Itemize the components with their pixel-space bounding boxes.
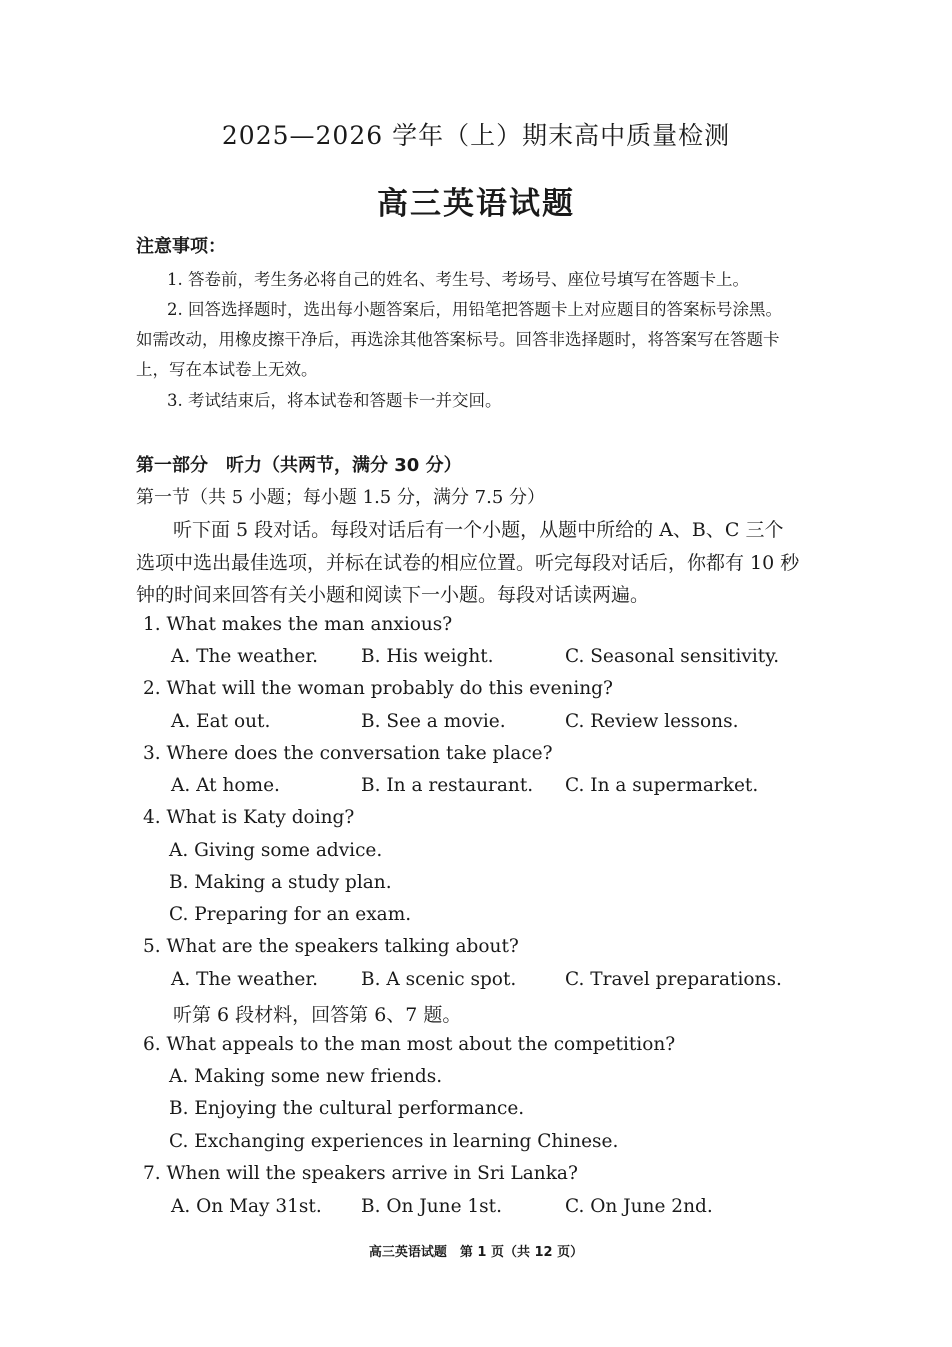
notice-heading: 注意事项： bbox=[136, 236, 226, 257]
option-a: A. Giving some advice. bbox=[169, 840, 383, 861]
part-heading: 第一部分 听力（共两节，满分 30 分） bbox=[136, 455, 462, 476]
question-stem: 3. Where does the conversation take place? bbox=[143, 743, 553, 764]
notice-line: 上，写在本试卷上无效。 bbox=[136, 360, 318, 379]
option-c: C. Preparing for an exam. bbox=[169, 904, 412, 925]
page-footer: 高三英语试题 第 1 页（共 12 页） bbox=[368, 1245, 584, 1260]
option-c: C. In a supermarket. bbox=[565, 775, 759, 796]
option-b: B. Making a study plan. bbox=[169, 872, 392, 893]
exam-title: 2025—2026 学年（上）期末高中质量检测 bbox=[221, 121, 731, 150]
instruction-line: 钟的时间来回答有关小题和阅读下一小题。每段对话读两遍。 bbox=[136, 584, 650, 606]
instruction-line: 听下面 5 段对话。每段对话后有一个小题，从题中所给的 A、B、C 三个 bbox=[173, 519, 784, 541]
option-a: A. At home. bbox=[171, 775, 280, 796]
notice-line: 2. 回答选择题时，选出每小题答案后，用铅笔把答题卡上对应题目的答案标号涂黑。 bbox=[167, 300, 782, 319]
notice-line: 3. 考试结束后，将本试卷和答题卡一并交回。 bbox=[167, 391, 502, 410]
question-stem: 6. What appeals to the man most about the competition? bbox=[143, 1034, 676, 1055]
notice-line: 1. 答卷前，考生务必将自己的姓名、考生号、考场号、座位号填写在答题卡上。 bbox=[167, 270, 749, 289]
option-c: C. Review lessons. bbox=[565, 711, 739, 732]
option-c: C. Seasonal sensitivity. bbox=[565, 646, 780, 667]
option-a: A. The weather. bbox=[171, 969, 319, 990]
question-stem: 7. When will the speakers arrive in Sri Lanka? bbox=[143, 1163, 578, 1184]
option-a: A. The weather. bbox=[171, 646, 319, 667]
question-stem: 5. What are the speakers talking about? bbox=[143, 936, 519, 957]
option-a: A. On May 31st. bbox=[171, 1196, 322, 1217]
question-stem: 2. What will the woman probably do this evening? bbox=[143, 678, 613, 699]
option-c: C. Exchanging experiences in learning Chinese. bbox=[169, 1131, 619, 1152]
option-a: A. Eat out. bbox=[171, 711, 271, 732]
option-c: C. Travel preparations. bbox=[565, 969, 782, 990]
option-c: C. On June 2nd. bbox=[565, 1196, 713, 1217]
instruction-line: 选项中选出最佳选项，并标在试卷的相应位置。听完每段对话后，你都有 10 秒 bbox=[136, 552, 800, 574]
material-note: 听第 6 段材料，回答第 6、7 题。 bbox=[173, 1004, 462, 1026]
option-b: B. Enjoying the cultural performance. bbox=[169, 1098, 525, 1119]
option-b: B. On June 1st. bbox=[361, 1196, 502, 1217]
option-b: B. His weight. bbox=[361, 646, 494, 667]
subject-title: 高三英语试题 bbox=[377, 186, 575, 222]
option-a: A. Making some new friends. bbox=[169, 1066, 443, 1087]
option-b: B. In a restaurant. bbox=[361, 775, 534, 796]
notice-line: 如需改动，用橡皮擦干净后，再选涂其他答案标号。回答非选择题时，将答案写在答题卡 bbox=[136, 330, 780, 349]
option-b: B. See a movie. bbox=[361, 711, 506, 732]
question-stem: 1. What makes the man anxious? bbox=[143, 614, 453, 635]
question-stem: 4. What is Katy doing? bbox=[143, 807, 355, 828]
option-b: B. A scenic spot. bbox=[361, 969, 517, 990]
section-heading: 第一节（共 5 小题；每小题 1.5 分，满分 7.5 分） bbox=[136, 487, 546, 508]
